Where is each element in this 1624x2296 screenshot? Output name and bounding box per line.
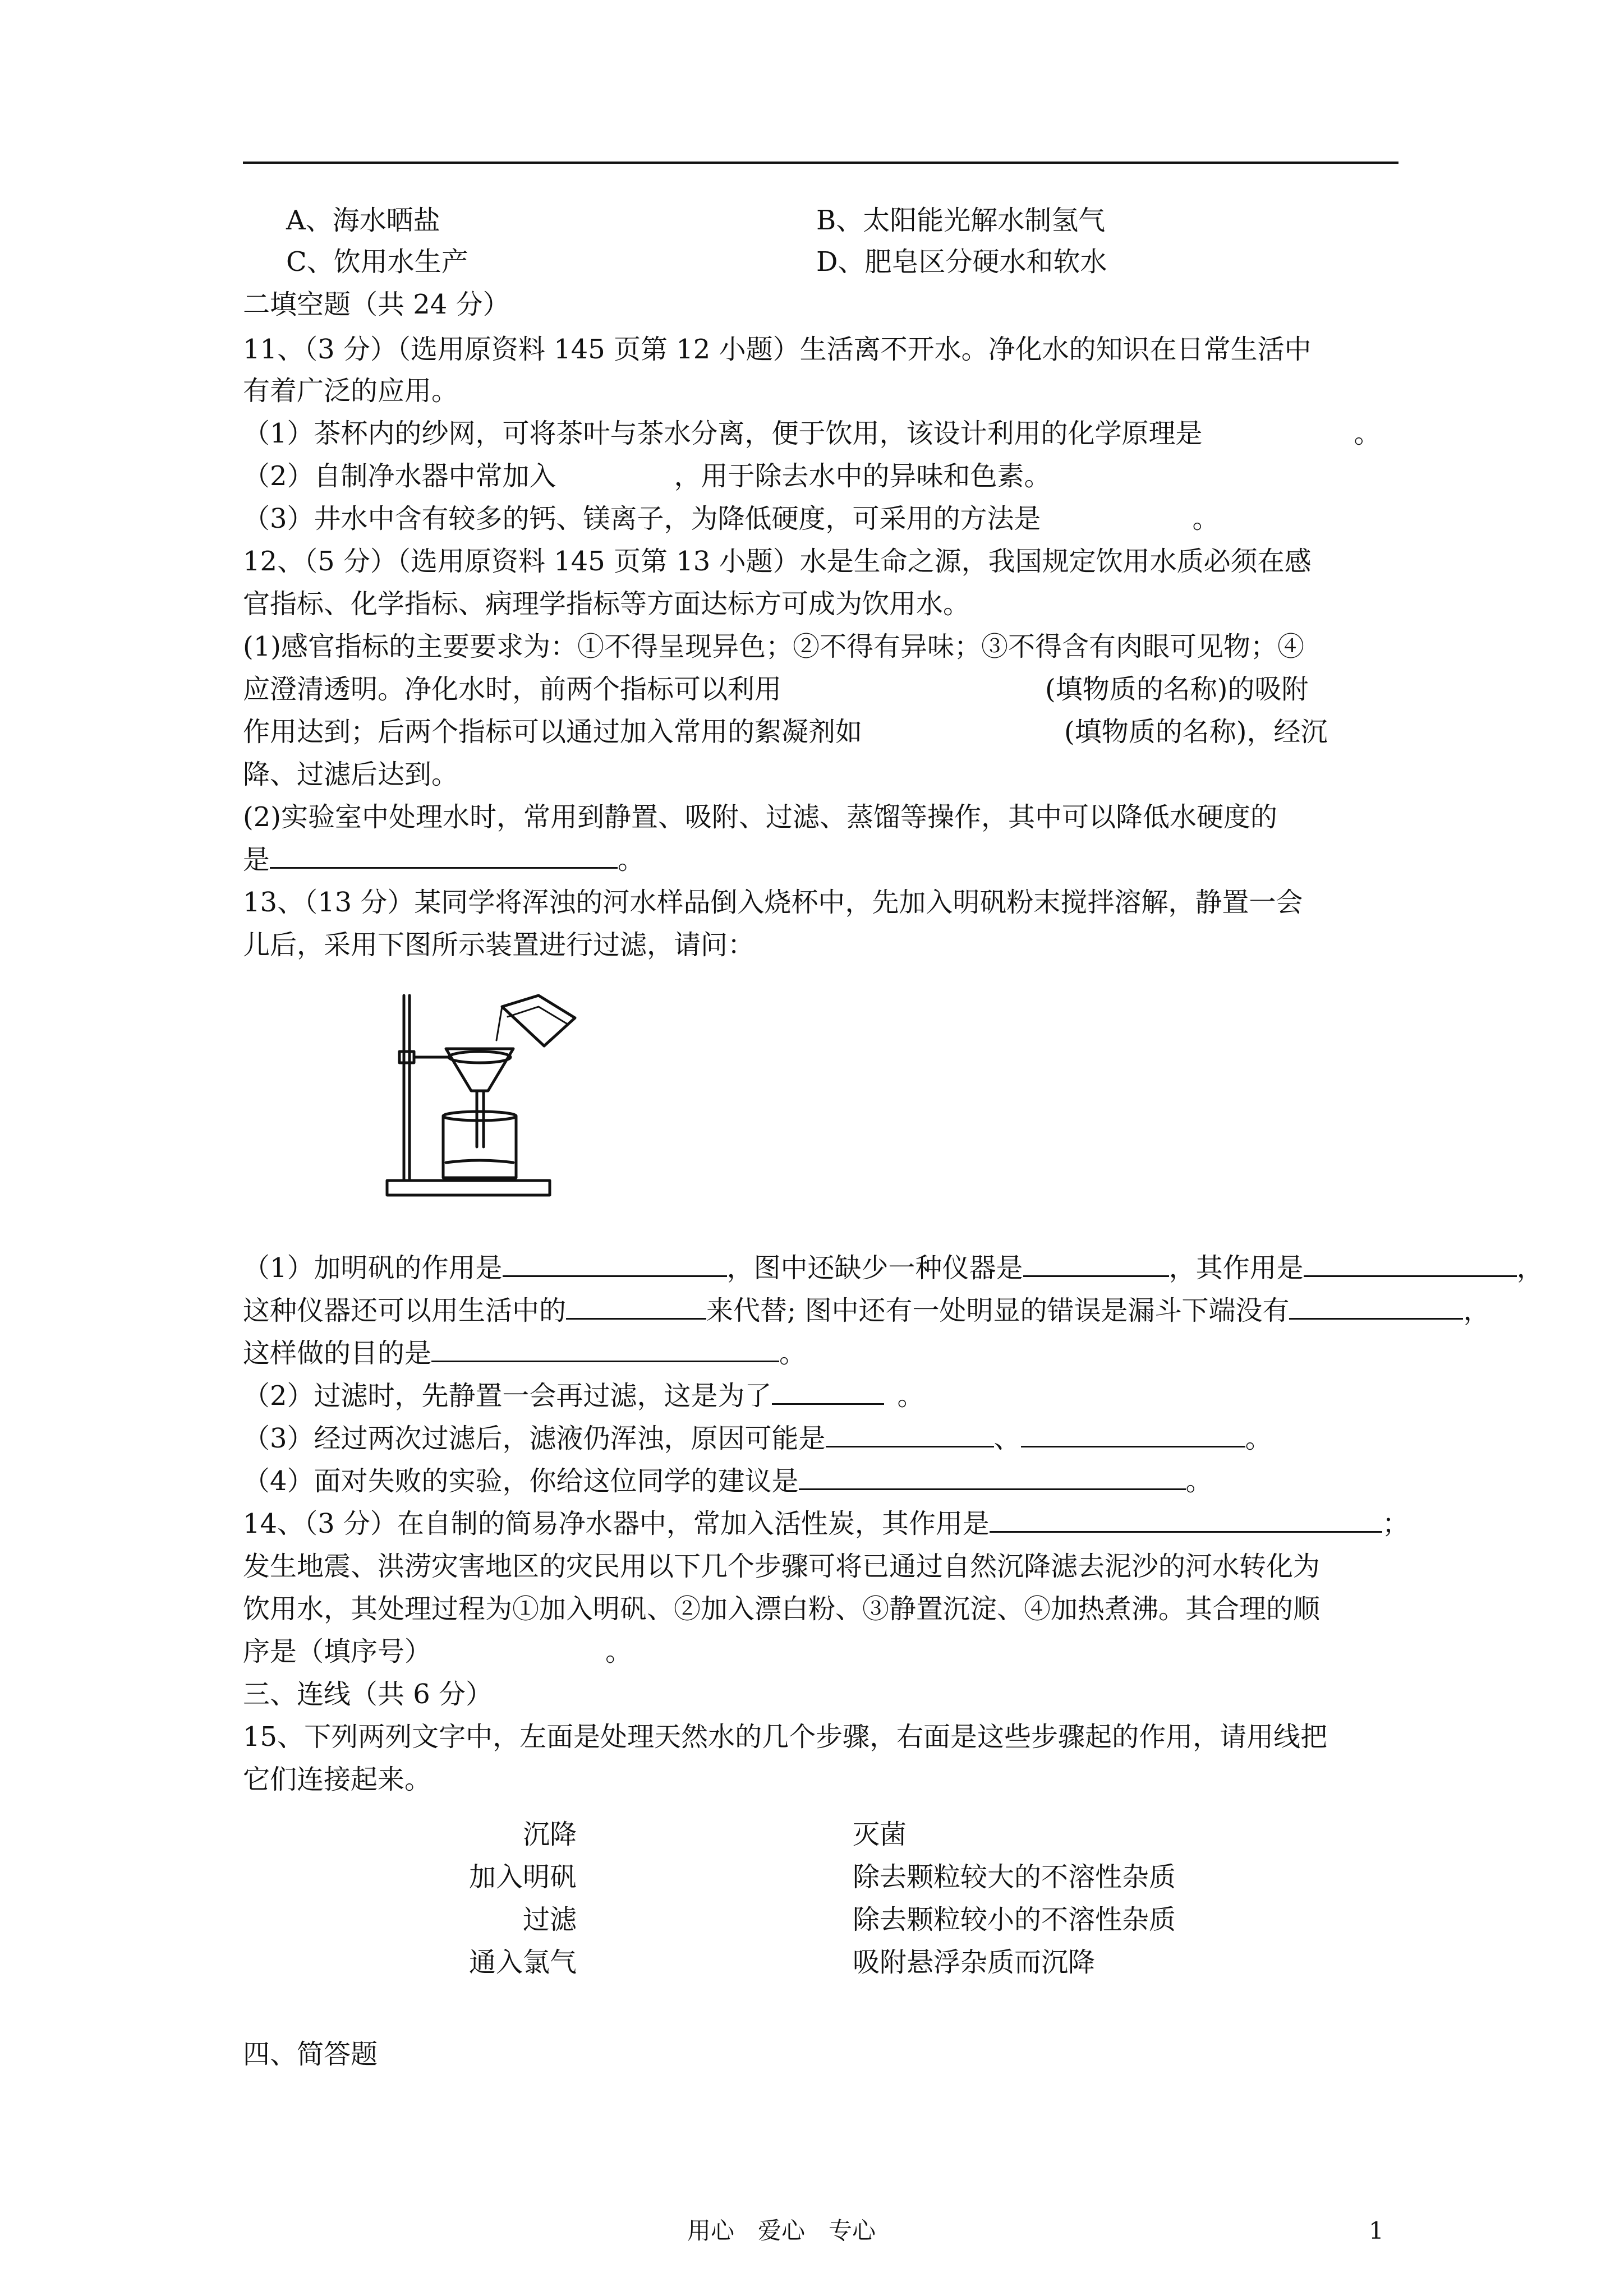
q13-stem-line1: 13、（13 分）某同学将浑浊的河水样品倒入烧杯中，先加入明矾粉末搅拌溶解，静置一会 [243, 887, 1303, 918]
q12-part2-line2-b: 。 [618, 844, 645, 875]
q13-part2 [243, 1377, 924, 1414]
q14-line4 [243, 1633, 632, 1670]
q13-part1-line3-a: 这样做的目的是 [243, 1338, 432, 1369]
q13-part4 [243, 1463, 1213, 1500]
stand-base [387, 1181, 550, 1195]
q13-part1-d: ， [1516, 1252, 1544, 1284]
section3-title: 三、连线（共 6 分） [243, 1679, 493, 1710]
footer-motto: 用心 爱心 专心 [687, 2217, 876, 2244]
q13-blank-suggestion[interactable] [799, 1464, 1186, 1490]
q13-blank-instrument-purpose[interactable] [1304, 1251, 1517, 1277]
q13-blank-settle-reason[interactable] [772, 1378, 884, 1405]
q12-part1-line2-a: 应澄清透明。净化水时，前两个指标可以利用 [243, 674, 782, 705]
q13-part3-c: 。 [1245, 1423, 1272, 1454]
q13-part2-b: 。 [897, 1380, 924, 1412]
q14-line2: 发生地震、洪涝灾害地区的灾民用以下几个步骤可将已通过自然沉降滤去泥沙的河水转化为 [243, 1551, 1321, 1582]
q12-part1-line2 [243, 671, 1308, 708]
q13-part3-a: （3）经过两次过滤后，滤液仍浑浊，原因可能是 [243, 1423, 826, 1454]
pouring-beaker [502, 995, 575, 1046]
q13-blank-missing-instrument[interactable] [1023, 1251, 1169, 1277]
q14-line4-b: 。 [605, 1636, 633, 1667]
stand-clamp [399, 1052, 414, 1063]
q11-stem-line1: 11、（3 分）（选用原资料 145 页第 12 小题）生活离不开水。净化水的知识在日常生活中 [243, 334, 1312, 365]
section2-title: 二填空题（共 24 分） [243, 289, 510, 320]
q15-stem-line1: 15、下列两列文字中，左面是处理天然水的几个步骤，右面是这些步骤起的作用，请用线把 [243, 1721, 1328, 1753]
option-a: A、海水晒盐 [286, 205, 440, 236]
q15-left-item: 沉降 [522, 1819, 577, 1850]
q11-part2-text-a: （2）自制净水器中常加入 [243, 460, 556, 492]
q12-stem-line1: 12、（5 分）（选用原资料 145 页第 13 小题）水是生命之源，我国规定饮用水质必须在感 [243, 546, 1312, 577]
pour-stream [496, 1007, 502, 1040]
q14-line1-b: ； [1382, 1508, 1409, 1539]
receiving-beaker [443, 1116, 516, 1178]
q15-right-item: 灭菌 [853, 1819, 907, 1850]
q13-blank-reason1[interactable] [826, 1421, 994, 1447]
q15-left-item: 加入明矾 [468, 1861, 577, 1893]
q12-part1-line2-b: (填物质的名称)的吸附 [1045, 674, 1309, 705]
q12-part2-line2 [243, 841, 645, 878]
q13-part1-b: ，图中还缺少一种仪器是 [726, 1252, 1023, 1284]
q13-part4-b: 。 [1185, 1465, 1213, 1497]
q14-line3: 饮用水，其处理过程为①加入明矾、②加入漂白粉、③静置沉淀、④加热煮沸。其合理的顺 [243, 1593, 1321, 1625]
filtrate-surface [446, 1160, 513, 1163]
q15-right-item: 吸附悬浮杂质而沉降 [853, 1947, 1096, 1978]
q12-part1-line3-b: (填物质的名称)，经沉 [1064, 716, 1328, 748]
q13-part1-line2-a: 这种仪器还可以用生活中的 [243, 1295, 567, 1326]
header-rule [243, 162, 1398, 164]
q13-part1-line1 [243, 1250, 1544, 1287]
q11-part1-end: 。 [1354, 418, 1381, 449]
q13-part1-line3 [243, 1335, 806, 1372]
q11-stem-line2: 有着广泛的应用。 [243, 375, 459, 407]
q12-part1-line3 [243, 713, 1327, 750]
q13-blank-error[interactable] [1289, 1293, 1463, 1320]
q11-part3-end: 。 [1192, 503, 1220, 534]
q14-line1-a: 14、（3 分）在自制的简易净水器中，常加入活性炭，其作用是 [243, 1508, 990, 1539]
q15-stem-line2: 它们连接起来。 [243, 1764, 432, 1795]
q13-part3-b: 、 [993, 1423, 1021, 1454]
q13-part2-a: （2）过滤时，先静置一会再过滤，这是为了 [243, 1380, 772, 1412]
beaker-rim [443, 1112, 516, 1121]
q12-part1-line4: 降、过滤后达到。 [243, 759, 459, 790]
q14-blank-charcoal-purpose[interactable] [990, 1506, 1382, 1533]
q12-part2-line1: (2)实验室中处理水时，常用到静置、吸附、过滤、蒸馏等操作，其中可以降低水硬度的 [243, 801, 1277, 833]
q12-answer-blank[interactable] [270, 842, 618, 869]
q11-part2 [243, 458, 1051, 495]
funnel [446, 1049, 513, 1091]
q11-part3-text: （3）井水中含有较多的钙、镁离子，为降低硬度，可采用的方法是 [243, 503, 1041, 534]
q13-part1-line2-b: 来代替; 图中还有一处明显的错误是漏斗下端没有 [706, 1295, 1290, 1326]
q14-line4-a: 序是（填序号） [243, 1636, 432, 1667]
q13-blank-reason2[interactable] [1021, 1421, 1245, 1447]
q13-part3 [243, 1420, 1272, 1457]
q13-part1-line3-b: 。 [779, 1338, 807, 1369]
option-d: D、肥皂区分硬水和软水 [816, 246, 1107, 278]
q12-part2-line2-a: 是 [243, 844, 270, 875]
q12-part1-line3-a: 作用达到；后两个指标可以通过加入常用的絮凝剂如 [243, 716, 863, 748]
q15-right-item: 除去颗粒较大的不溶性杂质 [853, 1861, 1176, 1893]
option-b: B、太阳能光解水制氢气 [816, 205, 1106, 236]
q13-part1-line2 [243, 1292, 1490, 1329]
q11-part3 [243, 500, 1220, 537]
support-ring [449, 1052, 510, 1063]
q13-part1-a: （1）加明矾的作用是 [243, 1252, 503, 1284]
q13-stem-line2: 儿后，采用下图所示装置进行过滤，请问： [243, 929, 755, 961]
q11-part2-text-b: ，用于除去水中的异味和色素。 [674, 460, 1051, 492]
q12-stem-line2: 官指标、化学指标、病理学指标等方面达标方可成为饮用水。 [243, 588, 970, 620]
q13-part1-line2-c: ， [1463, 1295, 1490, 1326]
q13-part1-c: ，其作用是 [1168, 1252, 1304, 1284]
q15-left-item: 过滤 [522, 1904, 577, 1935]
q11-part1 [243, 415, 1381, 452]
q14-line1 [243, 1505, 1409, 1542]
page-number: 1 [1369, 2217, 1384, 2244]
section4-title: 四、简答题 [243, 2039, 378, 2070]
filtration-apparatus-figure [376, 984, 645, 1209]
q11-part1-text: （1）茶杯内的纱网，可将茶叶与茶水分离，便于饮用，该设计利用的化学原理是 [243, 418, 1203, 449]
q13-blank-substitute[interactable] [566, 1293, 706, 1320]
q13-blank-alum-purpose[interactable] [503, 1251, 727, 1277]
q13-blank-purpose[interactable] [431, 1336, 779, 1362]
q15-right-item: 除去颗粒较小的不溶性杂质 [853, 1904, 1176, 1935]
q13-part4-a: （4）面对失败的实验，你给这位同学的建议是 [243, 1465, 799, 1497]
q12-part1-line1: (1)感官指标的主要要求为：①不得呈现异色；②不得有异味；③不得含有肉眼可见物；④ [243, 631, 1304, 662]
option-c: C、饮用水生产 [286, 246, 468, 278]
q15-left-item: 通入氯气 [468, 1947, 577, 1978]
